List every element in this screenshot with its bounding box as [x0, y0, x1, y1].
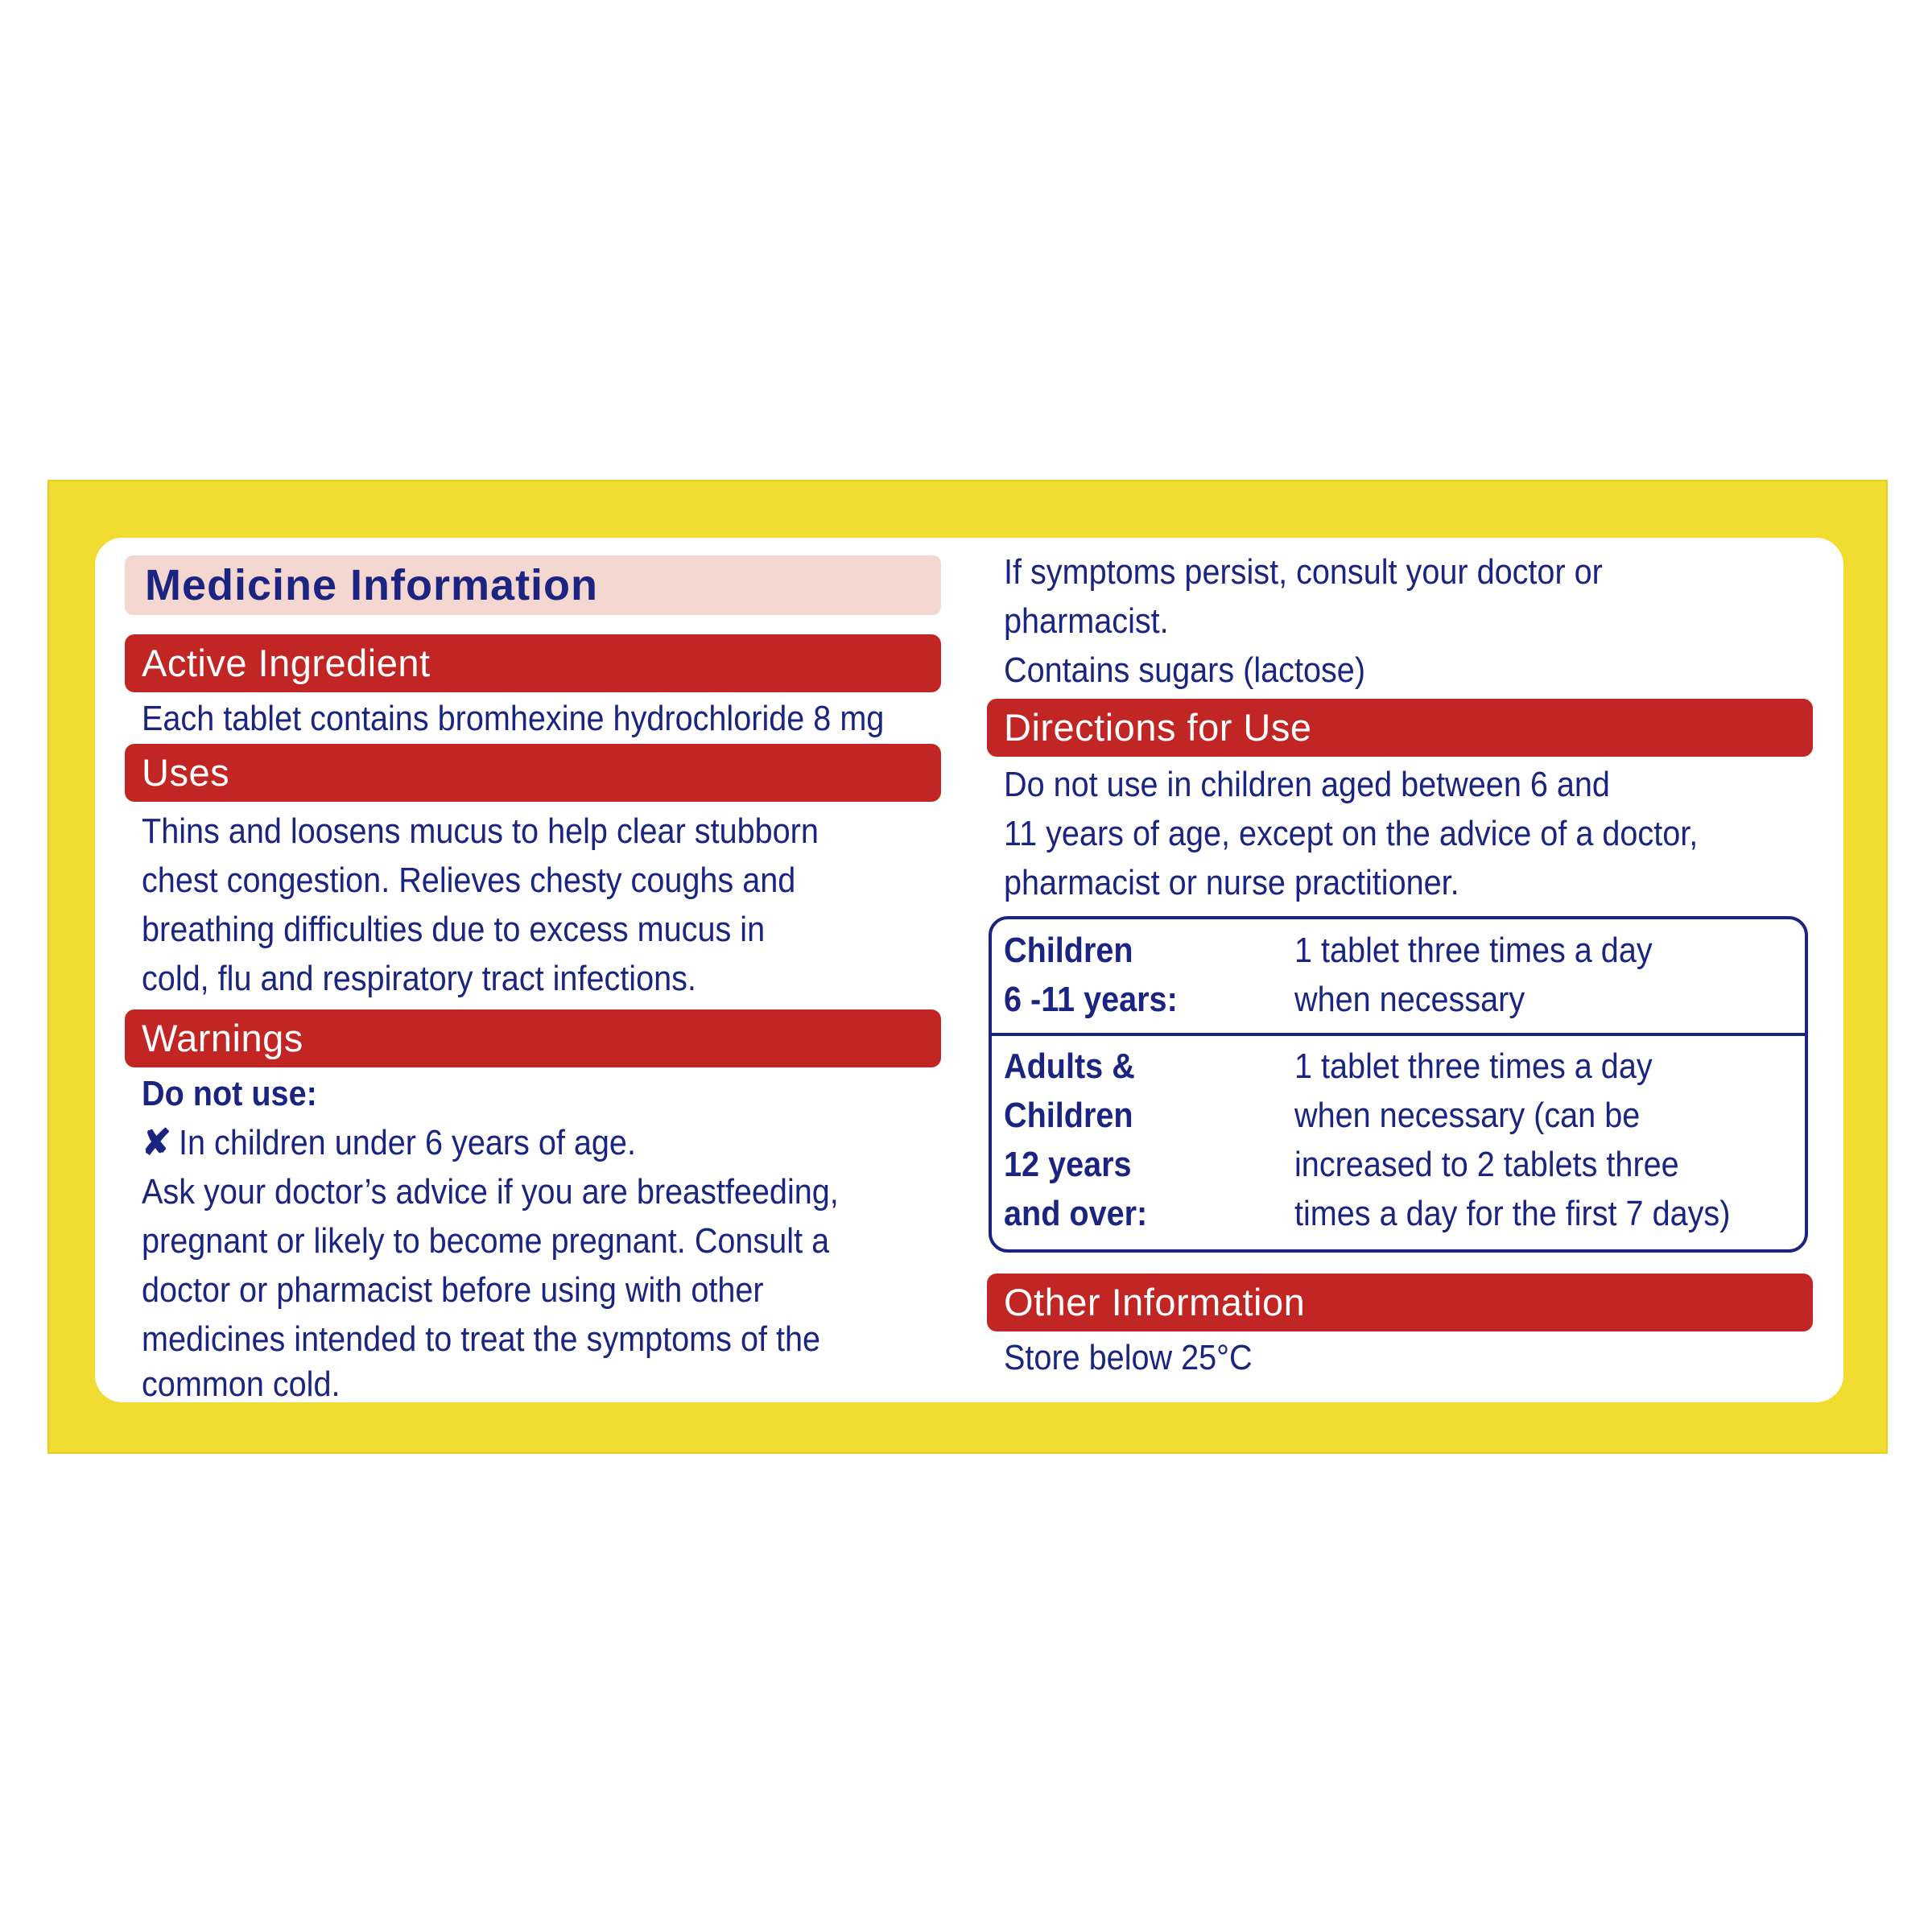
dose-row-2-group-line-3: 12 years: [1004, 1145, 1132, 1184]
dose-row-2-dose-line-3: increased to 2 tablets three: [1294, 1145, 1679, 1184]
right-intro-line-1: If symptoms persist, consult your doctor or: [1004, 552, 1603, 592]
directions-line-2: 11 years of age, except on the advice of a doctor,: [1004, 814, 1699, 853]
uses-line-2: chest congestion. Relieves chesty coughs and: [142, 861, 796, 900]
dose-row-2-group-line-2: Children: [1004, 1096, 1133, 1135]
uses-line-4: cold, flu and respiratory tract infections.: [142, 959, 696, 998]
directions-heading: Directions for Use: [1004, 706, 1312, 749]
dose-row-1-dose-line-2: when necessary: [1294, 980, 1525, 1019]
dose-row-2-dose-line-1: 1 tablet three times a day: [1294, 1046, 1653, 1086]
children-warning-text: In children under 6 years of age.: [179, 1123, 636, 1162]
dosage-table-divider: [989, 1033, 1808, 1036]
uses-heading: Uses: [142, 751, 230, 794]
warnings-line-1: Ask your doctor’s advice if you are breastfeeding,: [142, 1172, 839, 1212]
directions-line-3: pharmacist or nurse practitioner.: [1004, 863, 1459, 902]
dose-row-1-dose-line-1: 1 tablet three times a day: [1294, 931, 1653, 970]
uses-line-3: breathing difficulties due to excess mucus in: [142, 910, 766, 949]
warnings-line-5: common cold.: [142, 1364, 341, 1404]
warnings-heading: Warnings: [142, 1017, 303, 1059]
dose-row-2-dose-line-2: when necessary (can be: [1294, 1096, 1641, 1135]
uses-heading-bar: [125, 744, 941, 802]
directions-line-1: Do not use in children aged between 6 and: [1004, 765, 1610, 804]
warnings-line-3: doctor or pharmacist before using with other: [142, 1270, 764, 1310]
uses-line-1: Thins and loosens mucus to help clear stubborn: [142, 811, 819, 851]
warnings-line-2: pregnant or likely to become pregnant. Consult a: [142, 1221, 830, 1261]
cross-icon: ✘: [142, 1123, 171, 1162]
active-ingredient-text: Each tablet contains bromhexine hydrochloride 8 mg: [142, 699, 885, 738]
do-not-use-label: Do not use:: [142, 1074, 317, 1113]
dose-row-2-dose-line-4: times a day for the first 7 days): [1294, 1194, 1731, 1233]
right-intro-line-3: Contains sugars (lactose): [1004, 650, 1366, 690]
dose-row-2-group-line-1: Adults &: [1004, 1046, 1135, 1086]
dose-row-2-group-line-4: and over:: [1004, 1194, 1148, 1233]
dose-row-1-group-line-2: 6 -11 years:: [1004, 980, 1178, 1019]
active-ingredient-heading: Active Ingredient: [142, 642, 431, 684]
dose-row-1-group-line-1: Children: [1004, 931, 1133, 970]
medicine-information-title: Medicine Information: [145, 561, 599, 609]
right-intro-line-2: pharmacist.: [1004, 601, 1169, 641]
other-information-heading: Other Information: [1004, 1281, 1306, 1323]
other-information-text: Store below 25°C: [1004, 1338, 1253, 1377]
warnings-line-4: medicines intended to treat the symptoms of the: [142, 1319, 821, 1359]
